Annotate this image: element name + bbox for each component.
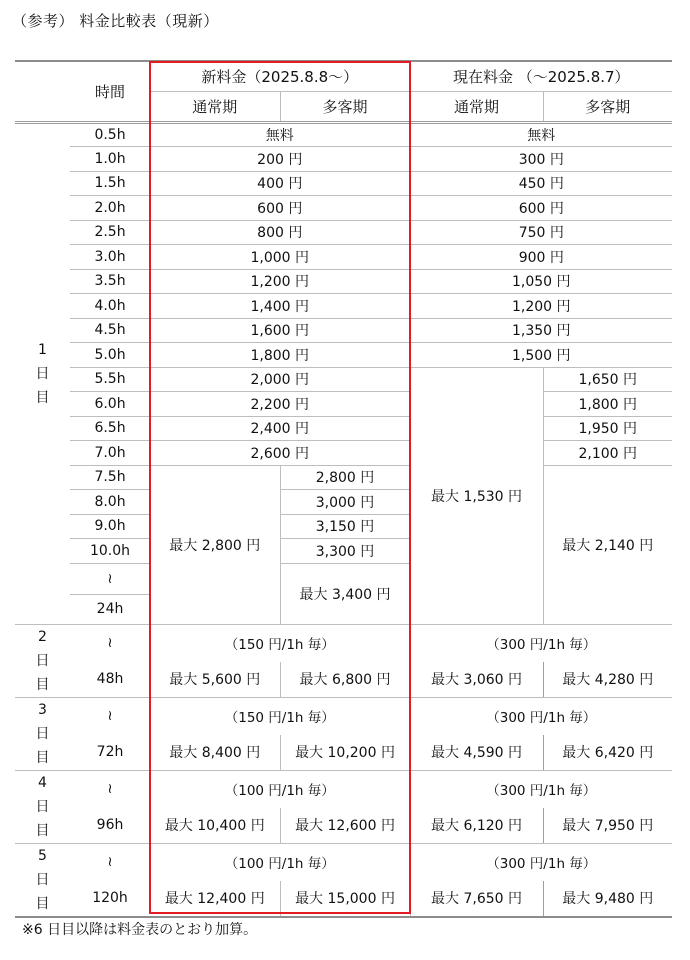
time-cell: 120h	[70, 881, 150, 917]
current-fee-header: 現在料金 （～2025.8.7）	[410, 61, 672, 91]
current-peak-cell: 2,100 円	[543, 441, 672, 466]
fee-comparison-table	[15, 60, 672, 918]
table-row	[15, 294, 672, 319]
new-normal-max-cell: 最大 12,400 円	[150, 881, 280, 917]
new-peak-max-cell: 最大 6,800 円	[280, 662, 410, 698]
new-rate-cell: （150 円/1h 毎）	[150, 624, 410, 662]
current-normal-max-cell: 最大 4,590 円	[410, 735, 543, 771]
day-char: 日	[35, 365, 50, 382]
current-rate-cell: （300 円/1h 毎）	[486, 856, 597, 873]
current-rate-cell: （300 円/1h 毎）	[486, 710, 597, 726]
day-label	[15, 697, 70, 770]
day-number: 4	[38, 774, 47, 791]
new-fee-cell: 200 円	[150, 147, 410, 172]
time-cell: 10.0h	[70, 539, 150, 564]
table-row	[15, 318, 672, 343]
table-row	[15, 245, 672, 270]
current-normal-max-cell: 最大 6,120 円	[410, 808, 543, 844]
day-char: 目	[35, 676, 50, 693]
current-fee-cell: 1,050 円	[410, 269, 672, 294]
time-range-cell: ≀	[107, 854, 113, 871]
time-cell: 0.5h	[70, 122, 150, 147]
day-number: 1	[38, 341, 47, 358]
new-fee-cell: 無料	[150, 122, 410, 147]
day-label	[15, 843, 70, 917]
new-peak-cell: 3,150 円	[280, 514, 410, 539]
time-cell: 6.5h	[70, 416, 150, 441]
table-row	[15, 441, 672, 466]
table-row	[15, 343, 672, 368]
new-normal-header: 通常期	[150, 91, 280, 122]
current-peak-max-cell: 最大 2,140 円	[543, 465, 672, 624]
time-cell: 6.0h	[70, 392, 150, 417]
time-cell: 2.5h	[70, 220, 150, 245]
day-char: 日	[35, 652, 50, 669]
table-row	[15, 735, 672, 771]
new-normal-max-cell: 最大 5,600 円	[150, 662, 280, 698]
time-cell: 4.5h	[70, 318, 150, 343]
new-fee-cell: 2,000 円	[150, 367, 410, 392]
table-row	[15, 808, 672, 844]
current-peak-max-cell: 最大 6,420 円	[543, 735, 672, 771]
header-row	[15, 61, 672, 91]
table-row	[15, 416, 672, 441]
table-header	[15, 61, 672, 122]
time-cell: 9.0h	[70, 514, 150, 539]
table-row	[15, 367, 672, 392]
current-peak-cell: 1,950 円	[543, 416, 672, 441]
time-cell: 72h	[70, 735, 150, 771]
day-char: 目	[35, 895, 50, 912]
table-row	[15, 624, 672, 662]
table-row	[15, 392, 672, 417]
time-range-cell: ≀	[107, 635, 113, 651]
day-number: 5	[38, 847, 47, 864]
current-fee-cell: 無料	[410, 122, 672, 147]
time-cell: 96h	[70, 808, 150, 844]
current-peak-max-cell: 最大 7,950 円	[543, 808, 672, 844]
table-row	[15, 196, 672, 221]
time-cell: 2.0h	[70, 196, 150, 221]
day-number: 2	[38, 628, 47, 645]
table-body	[15, 122, 672, 917]
current-normal-max-cell: 最大 7,650 円	[410, 881, 543, 917]
new-normal-max-cell: 最大 10,400 円	[150, 808, 280, 844]
new-peak-max-cell: 最大 3,400 円	[280, 563, 410, 624]
page-title: （参考） 料金比較表（現新）	[12, 12, 219, 30]
current-fee-cell: 900 円	[410, 245, 672, 270]
new-peak-cell: 3,000 円	[280, 490, 410, 515]
time-cell: 4.0h	[70, 294, 150, 319]
day-char: 目	[35, 822, 50, 839]
current-fee-cell: 450 円	[410, 171, 672, 196]
day-label	[15, 624, 70, 697]
new-fee-cell: 2,200 円	[150, 392, 410, 417]
time-cell: 1.5h	[70, 171, 150, 196]
new-fee-cell: 2,600 円	[150, 441, 410, 466]
current-normal-max-cell: 最大 1,530 円	[410, 367, 543, 624]
day-label	[15, 122, 70, 624]
current-peak-header: 多客期	[543, 91, 672, 122]
new-peak-header: 多客期	[280, 91, 410, 122]
new-normal-max-cell: 最大 2,800 円	[150, 465, 280, 624]
new-fee-cell: 800 円	[150, 220, 410, 245]
new-rate-cell: （100 円/1h 毎）	[150, 770, 410, 808]
time-cell: 3.0h	[70, 245, 150, 270]
new-rate-cell: （100 円/1h 毎）	[150, 843, 410, 881]
current-normal-max-cell: 最大 3,060 円	[410, 662, 543, 698]
new-peak-max-cell: 最大 12,600 円	[280, 808, 410, 844]
time-cell: 8.0h	[70, 490, 150, 515]
current-peak-max-cell: 最大 4,280 円	[543, 662, 672, 698]
current-fee-cell: 750 円	[410, 220, 672, 245]
current-fee-cell: 1,500 円	[410, 343, 672, 368]
new-fee-cell: 600 円	[150, 196, 410, 221]
time-range-cell: ≀	[107, 708, 113, 724]
time-cell: 1.0h	[70, 147, 150, 172]
table-row	[15, 881, 672, 917]
day-char: 目	[35, 389, 50, 406]
current-peak-max-cell: 最大 9,480 円	[543, 881, 672, 917]
time-range-cell: ≀	[107, 781, 113, 797]
time-cell: 24h	[70, 594, 150, 624]
new-fee-cell: 1,400 円	[150, 294, 410, 319]
footnote: ※6 日目以降は料金表のとおり加算。	[22, 922, 258, 938]
table-row	[15, 770, 672, 808]
table-row	[15, 843, 672, 881]
time-cell: 3.5h	[70, 269, 150, 294]
table-row	[15, 122, 672, 147]
table-row	[15, 171, 672, 196]
new-normal-max-cell: 最大 8,400 円	[150, 735, 280, 771]
new-fee-header: 新料金（2025.8.8～）	[150, 61, 410, 91]
current-fee-cell: 1,350 円	[410, 318, 672, 343]
current-normal-header: 通常期	[410, 91, 543, 122]
current-peak-cell: 1,800 円	[543, 392, 672, 417]
current-peak-cell: 1,650 円	[543, 367, 672, 392]
time-cell: 5.0h	[70, 343, 150, 368]
current-rate-cell: （300 円/1h 毎）	[486, 783, 597, 799]
new-fee-cell: 1,800 円	[150, 343, 410, 368]
day-char: 日	[35, 871, 50, 888]
table-row	[15, 697, 672, 735]
day-number: 3	[38, 701, 47, 718]
new-peak-cell: 3,300 円	[280, 539, 410, 564]
time-cell: 48h	[70, 662, 150, 698]
table-row	[15, 220, 672, 245]
new-rate-cell: （150 円/1h 毎）	[150, 697, 410, 735]
time-cell: 5.5h	[70, 367, 150, 392]
day-char: 日	[35, 798, 50, 815]
new-peak-cell: 2,800 円	[280, 465, 410, 490]
new-fee-cell: 1,600 円	[150, 318, 410, 343]
time-header: 時間	[15, 61, 150, 122]
new-peak-max-cell: 最大 10,200 円	[280, 735, 410, 771]
table-row	[15, 662, 672, 698]
day-char: 日	[35, 725, 50, 742]
new-fee-cell: 1,200 円	[150, 269, 410, 294]
time-range-cell: ≀	[70, 563, 150, 594]
current-fee-cell: 300 円	[410, 147, 672, 172]
current-fee-cell: 600 円	[410, 196, 672, 221]
new-fee-cell: 1,000 円	[150, 245, 410, 270]
new-peak-max-cell: 最大 15,000 円	[280, 881, 410, 917]
day-label	[15, 770, 70, 843]
day-char: 目	[35, 749, 50, 766]
current-rate-cell: （300 円/1h 毎）	[486, 637, 597, 653]
table-row	[15, 147, 672, 172]
current-fee-cell: 1,200 円	[410, 294, 672, 319]
time-cell: 7.5h	[70, 465, 150, 490]
time-cell: 7.0h	[70, 441, 150, 466]
table-row	[15, 269, 672, 294]
table-row	[15, 465, 672, 490]
new-fee-cell: 400 円	[150, 171, 410, 196]
new-fee-cell: 2,400 円	[150, 416, 410, 441]
